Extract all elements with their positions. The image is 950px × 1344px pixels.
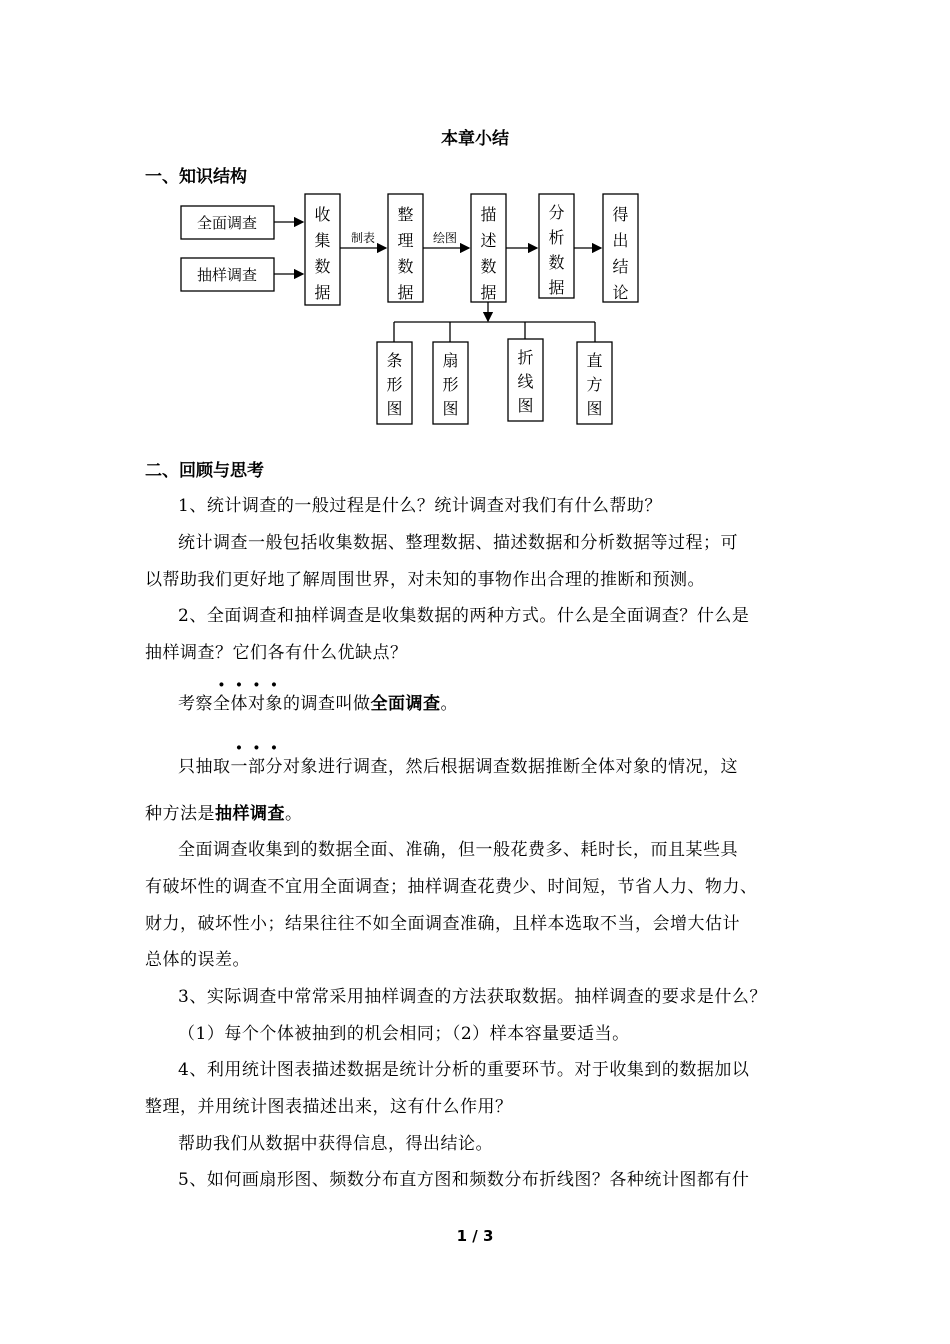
answer-1-line2: 以帮助我们更好地了解周围世界，对未知的事物作出合理的推断和预测。 [145, 570, 705, 590]
page-title: 本章小结 [441, 129, 509, 149]
label-organize-data: 理 [397, 231, 414, 250]
label-pie-chart: 形 [442, 375, 459, 394]
label-collect-data: 数 [314, 257, 331, 276]
answer-3: （1）每个个体被抽到的机会相同；（2）样本容量要适当。 [178, 1024, 630, 1044]
question-2-line2: 抽样调查？它们各有什么优缺点？ [145, 643, 408, 663]
question-1: 1、统计调查的一般过程是什么？统计调查对我们有什么帮助？ [178, 496, 662, 516]
term-full-survey: 全面调查 [370, 694, 441, 714]
label-describe-data: 据 [480, 283, 497, 302]
label-bar-chart: 形 [386, 375, 403, 394]
label-line-chart: 线 [517, 372, 534, 391]
label-conclude: 结 [612, 257, 629, 276]
label-collect-data: 收 [314, 205, 331, 224]
answer-2-line2: 有破坏性的调查不宜用全面调查；抽样调查花费少、时间短，节省人力、物力、 [145, 877, 758, 897]
answer-4: 帮助我们从数据中获得信息，得出结论。 [178, 1134, 493, 1154]
page-number: 1 / 3 [456, 1227, 494, 1245]
definition-full-survey: 考察全体对象的调查叫做全面调查。 [178, 694, 458, 714]
label-collect-data: 集 [314, 231, 331, 250]
label-collect-data: 据 [314, 283, 331, 302]
label-analyze-data: 分 [548, 203, 565, 222]
label-histogram: 图 [586, 399, 603, 418]
label-full-survey: 全面调查 [196, 214, 258, 232]
label-bar-chart: 图 [386, 399, 403, 418]
label-describe-data: 数 [480, 257, 497, 276]
definition-sample-survey-line2: 种方法是抽样调查。 [145, 804, 303, 824]
question-4-line2: 整理，并用统计图表描述出来，这有什么作用？ [145, 1097, 513, 1117]
label-histogram: 直 [586, 351, 603, 370]
answer-1-line1: 统计调查一般包括收集数据、整理数据、描述数据和分析数据等过程；可 [178, 533, 738, 553]
label-tabulate: 制表 [350, 231, 376, 245]
section-heading-review: 二、回顾与思考 [145, 461, 264, 481]
question-3: 3、实际调查中常常采用抽样调查的方法获取数据。抽样调查的要求是什么？ [178, 987, 767, 1007]
label-conclude: 得 [612, 205, 629, 224]
question-4-line1: 4、利用统计图表描述数据是统计分析的重要环节。对于收集到的数据加以 [178, 1060, 750, 1080]
question-5: 5、如何画扇形图、频数分布直方图和频数分布折线图？各种统计图都有什 [178, 1170, 750, 1190]
label-histogram: 方 [586, 375, 603, 394]
label-analyze-data: 数 [548, 253, 565, 272]
label-conclude: 出 [612, 231, 629, 250]
answer-2-line3: 财力，破坏性小；结果往往不如全面调查准确，且样本选取不当，会增大估计 [145, 914, 740, 934]
label-organize-data: 整 [397, 205, 414, 224]
answer-2-line1: 全面调查收集到的数据全面、准确，但一般花费多、耗时长，而且某些具 [178, 840, 738, 860]
knowledge-structure-diagram [175, 188, 655, 433]
label-bar-chart: 条 [386, 351, 403, 370]
definition-sample-survey-line1: 只抽取一部分对象进行调查，然后根据调查数据推断全体对象的情况，这 [178, 757, 738, 777]
label-describe-data: 描 [480, 205, 497, 224]
label-analyze-data: 析 [548, 228, 565, 247]
label-line-chart: 图 [517, 396, 534, 415]
term-sample-survey: 抽样调查 [215, 804, 285, 824]
label-pie-chart: 扇 [442, 351, 459, 370]
label-organize-data: 据 [397, 283, 414, 302]
label-line-chart: 折 [517, 348, 534, 367]
label-describe-data: 述 [480, 231, 497, 250]
label-pie-chart: 图 [442, 399, 459, 418]
answer-2-line4: 总体的误差。 [145, 950, 250, 970]
label-analyze-data: 据 [548, 278, 565, 297]
label-sample-survey: 抽样调查 [196, 266, 258, 284]
section-heading-structure: 一、知识结构 [145, 167, 247, 187]
label-conclude: 论 [612, 283, 629, 302]
question-2-line1: 2、全面调查和抽样调查是收集数据的两种方式。什么是全面调查？什么是 [178, 606, 750, 626]
label-draw: 绘图 [432, 231, 458, 245]
label-organize-data: 数 [397, 257, 414, 276]
